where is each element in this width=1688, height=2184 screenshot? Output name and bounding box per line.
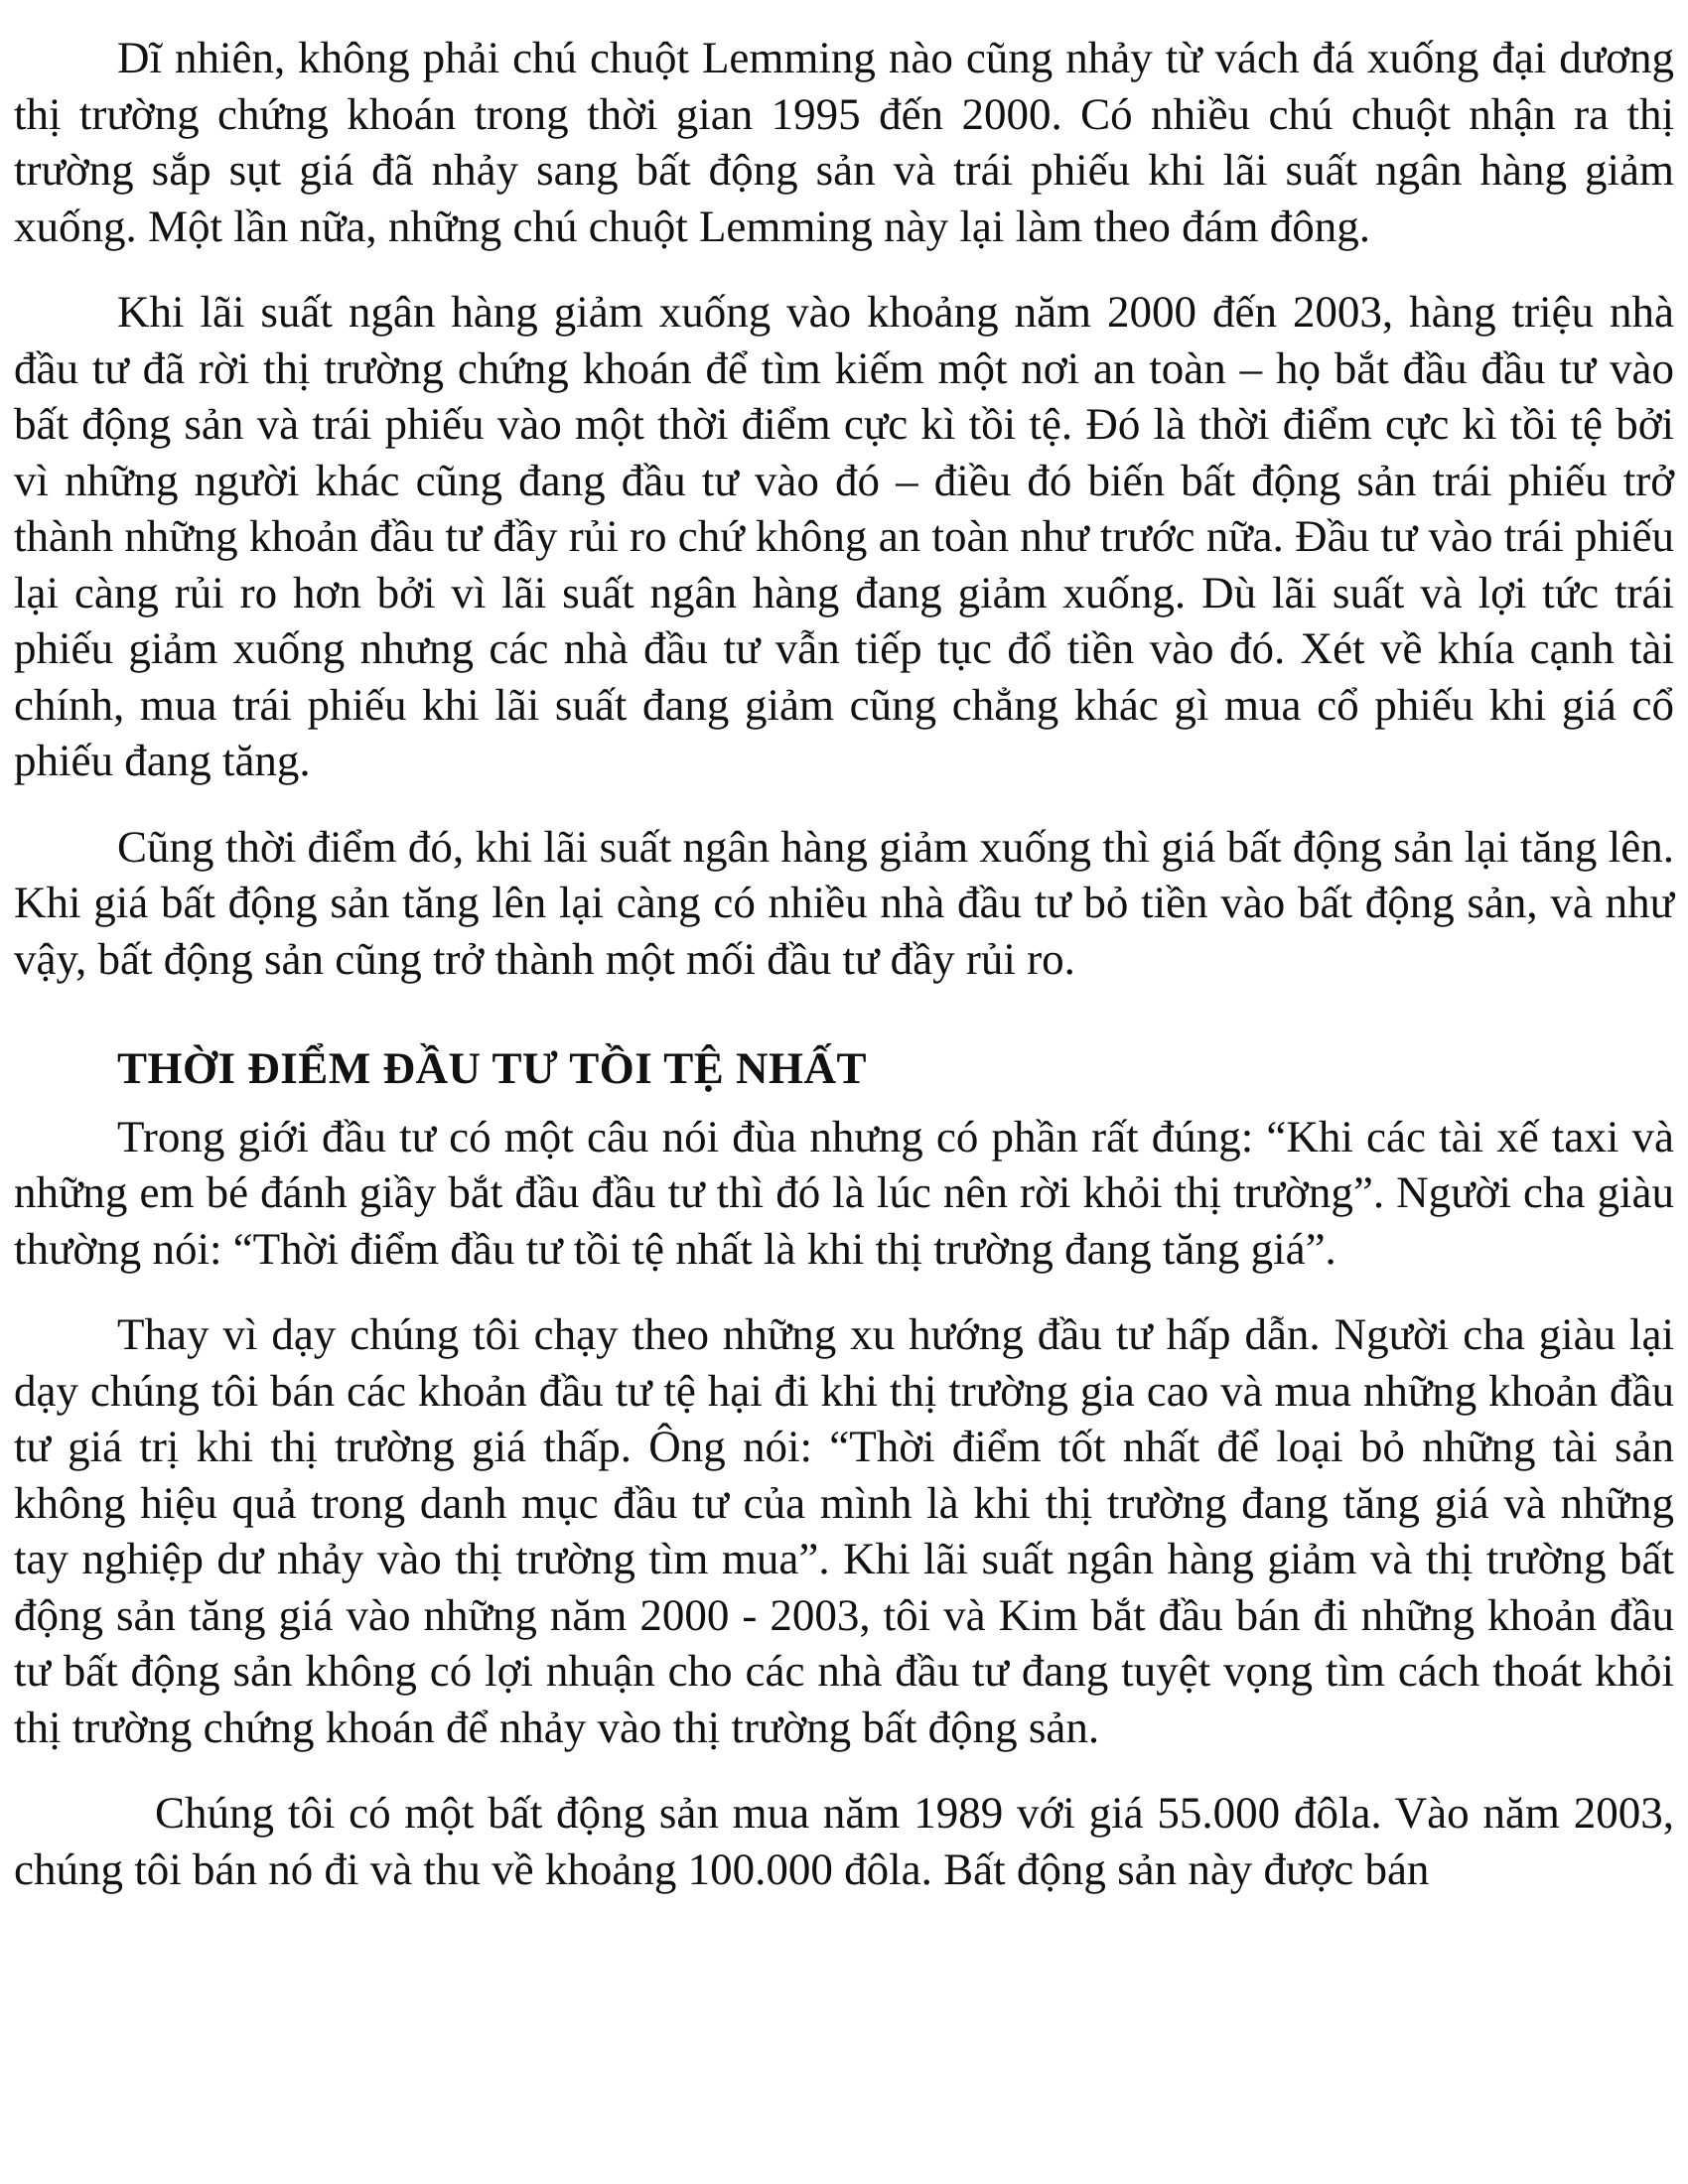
paragraph-6: Chúng tôi có một bất động sản mua năm 1989 với giá 55.000 đôla. Vào năm 2003, chúng tôi bán nó đi và thu về khoảng 100.000 đôla. Bất động sản này được bán (14, 1788, 1674, 1894)
paragraph-4: Trong giới đầu tư có một câu nói đùa nhưng có phần rất đúng: “Khi các tài xế taxi và những em bé đánh giầy bắt đầu đầu tư thì đó là lúc nên rời khỏi thị trường”. Người cha giàu thường nói: “Thời điểm đầu tư tồi tệ nhất là khi thị trường đang tăng giá”. (14, 1111, 1674, 1274)
paragraph-5: Thay vì dạy chúng tôi chạy theo những xu hướng đầu tư hấp dẫn. Người cha giàu lại dạy chúng tôi bán các khoản đầu tư tệ hại đi khi thị trường gia cao và mua những khoản đầu tư giá trị khi thị trường giá thấp. Ông nói: “Thời điểm tốt nhất để loại bỏ những tài sản không hiệu quả trong danh mục đầu tư của mình là khi thị trường đang tăng giá và những tay nghiệp dư nhảy vào thị trường tìm mua”. Khi lãi suất ngân hàng giảm và thị trường bất động sản tăng giá vào những năm 2000 - 2003, tôi và Kim bắt đầu bán đi những khoản đầu tư bất động sản không có lợi nhuận cho các nhà đầu tư đang tuyệt vọng tìm cách thoát khỏi thị trường chứng khoán để nhảy vào thị trường bất động sản. (14, 1309, 1674, 1752)
paragraph-1: Dĩ nhiên, không phải chú chuột Lemming nào cũng nhảy từ vách đá xuống đại dương thị trường chứng khoán trong thời gian 1995 đến 2000. Có nhiều chú chuột nhận ra thị trường sắp sụt giá đã nhảy sang bất động sản và trái phiếu khi lãi suất ngân hàng giảm xuống. Một lần nữa, những chú chuột Lemming này lại làm theo đám đông. (14, 33, 1674, 251)
paragraph-3: Cũng thời điểm đó, khi lãi suất ngân hàng giảm xuống thì giá bất động sản lại tăng lên. Khi giá bất động sản tăng lên lại càng có nhiều nhà đầu tư bỏ tiền vào bất động sản, và như vậy, bất động sản cũng trở thành một mối đầu tư đầy rủi ro. (14, 821, 1674, 984)
section-heading: THỜI ĐIỂM ĐẦU TƯ TỒI TỆ NHẤT (117, 1043, 867, 1093)
paragraph-2: Khi lãi suất ngân hàng giảm xuống vào khoảng năm 2000 đến 2003, hàng triệu nhà đầu tư đã rời thị trường chứng khoán để tìm kiếm một nơi an toàn – họ bắt đầu đầu tư vào bất động sản và trái phiếu vào một thời điểm cực kì tồi tệ. Đó là thời điểm cực kì tồi tệ bởi vì những người khác cũng đang đầu tư vào đó – điều đó biến bất động sản trái phiếu trở thành những khoản đầu tư đầy rủi ro chứ không an toàn như trước nữa. Đầu tư vào trái phiếu lại càng rủi ro hơn bởi vì lãi suất ngân hàng đang giảm xuống. Dù lãi suất và lợi tức trái phiếu giảm xuống nhưng các nhà đầu tư vẫn tiếp tục đổ tiền vào đó. Xét về khía cạnh tài chính, mua trái phiếu khi lãi suất đang giảm cũng chẳng khác gì mua cổ phiếu khi giá cổ phiếu đang tăng. (14, 287, 1674, 785)
document-page (14, 30, 1674, 1897)
